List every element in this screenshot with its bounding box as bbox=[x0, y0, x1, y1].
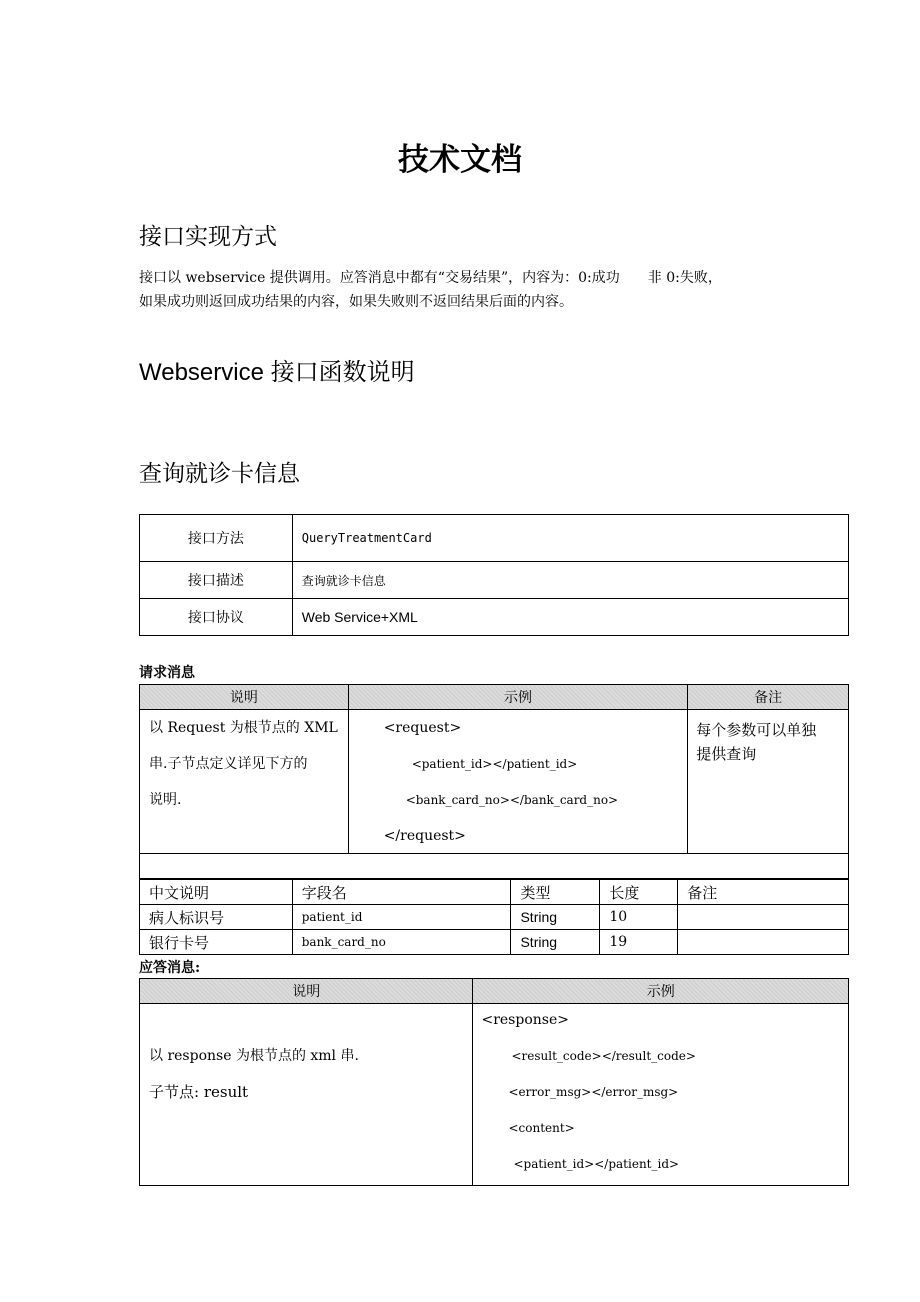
section-heading-impl: 接口实现方式 bbox=[139, 224, 277, 250]
response-desc-line: 子节点: result bbox=[149, 1083, 249, 1101]
table-row bbox=[140, 710, 849, 854]
request-example-line: <patient_id></patient_id> bbox=[411, 757, 578, 771]
table-header-row bbox=[140, 880, 849, 905]
table-row bbox=[140, 1004, 849, 1186]
iface-value-protocol: Web Service+XML bbox=[292, 599, 848, 636]
response-header-desc: 说明 bbox=[140, 979, 473, 1004]
request-remark-line: 每个参数可以单独 bbox=[696, 721, 817, 739]
iface-label-protocol: 接口协议 bbox=[140, 599, 293, 636]
response-header-example: 示例 bbox=[473, 979, 849, 1004]
field-remark bbox=[678, 905, 849, 930]
iface-label-method: 接口方法 bbox=[140, 515, 293, 562]
table-header-row bbox=[140, 979, 849, 1004]
request-spacer-row bbox=[140, 854, 849, 879]
field-header-type: 类型 bbox=[511, 880, 600, 905]
field-name: bank_card_no bbox=[292, 930, 511, 955]
impl-paragraph bbox=[139, 266, 819, 314]
field-cn: 银行卡号 bbox=[140, 930, 293, 955]
table-row bbox=[140, 930, 849, 955]
response-example-line: <error_msg></error_msg> bbox=[508, 1085, 679, 1099]
request-header-desc: 说明 bbox=[140, 685, 349, 710]
table-row bbox=[140, 905, 849, 930]
section-heading-query-card: 查询就诊卡信息 bbox=[139, 461, 300, 487]
request-example-line: </request> bbox=[383, 828, 466, 844]
field-len: 19 bbox=[600, 930, 678, 955]
request-desc-line: 串.子节点定义详见下方的 bbox=[149, 756, 308, 772]
request-example-line: <bank_card_no></bank_card_no> bbox=[405, 793, 619, 807]
request-desc-cell bbox=[140, 710, 349, 854]
response-example-cell bbox=[473, 1004, 849, 1186]
section-heading-webservice: Webservice 接口函数说明 bbox=[139, 359, 415, 386]
field-name: patient_id bbox=[292, 905, 511, 930]
response-table bbox=[139, 978, 849, 1186]
field-type: String bbox=[511, 930, 600, 955]
field-remark bbox=[678, 930, 849, 955]
field-header-remark: 备注 bbox=[678, 880, 849, 905]
response-message-label: 应答消息: bbox=[139, 960, 201, 976]
request-desc-line: 说明. bbox=[149, 792, 182, 808]
table-row bbox=[140, 599, 849, 636]
request-example-cell bbox=[348, 710, 688, 854]
request-remark-cell bbox=[688, 710, 849, 854]
request-remark-line: 提供查询 bbox=[696, 745, 757, 763]
request-fields-table bbox=[139, 879, 849, 955]
response-example-line: <result_code></result_code> bbox=[511, 1049, 696, 1063]
response-example-line: <response> bbox=[481, 1012, 569, 1028]
request-message-label: 请求消息 bbox=[139, 665, 195, 681]
interface-info-table bbox=[139, 514, 849, 636]
table-row bbox=[140, 854, 849, 879]
iface-value-method: QueryTreatmentCard bbox=[292, 515, 848, 562]
response-desc-line: 以 response 为根节点的 xml 串. bbox=[149, 1048, 359, 1064]
field-cn: 病人标识号 bbox=[140, 905, 293, 930]
table-header-row bbox=[140, 685, 849, 710]
response-desc-cell bbox=[140, 1004, 473, 1186]
impl-line-1: 接口以 webservice 提供调用。应答消息中都有“交易结果”，内容为：0:成功 bbox=[139, 270, 620, 286]
iface-label-desc: 接口描述 bbox=[140, 562, 293, 599]
field-header-name: 字段名 bbox=[292, 880, 511, 905]
field-type: String bbox=[511, 905, 600, 930]
iface-value-desc: 查询就诊卡信息 bbox=[292, 562, 848, 599]
request-header-example: 示例 bbox=[348, 685, 688, 710]
request-table bbox=[139, 684, 849, 879]
field-len: 10 bbox=[600, 905, 678, 930]
field-header-cn: 中文说明 bbox=[140, 880, 293, 905]
field-header-len: 长度 bbox=[600, 880, 678, 905]
table-row bbox=[140, 515, 849, 562]
response-example-line: <patient_id></patient_id> bbox=[513, 1157, 680, 1171]
request-header-remark: 备注 bbox=[688, 685, 849, 710]
impl-line-1b: 非 0:失败， bbox=[647, 270, 722, 286]
document-title: 技术文档 bbox=[398, 142, 522, 178]
table-row bbox=[140, 562, 849, 599]
impl-line-2: 如果成功则返回成功结果的内容，如果失败则不返回结果后面的内容。 bbox=[139, 294, 573, 310]
request-desc-line: 以 Request 为根节点的 XML bbox=[149, 720, 338, 736]
request-example-line: <request> bbox=[383, 720, 462, 736]
response-example-line: <content> bbox=[508, 1121, 575, 1135]
